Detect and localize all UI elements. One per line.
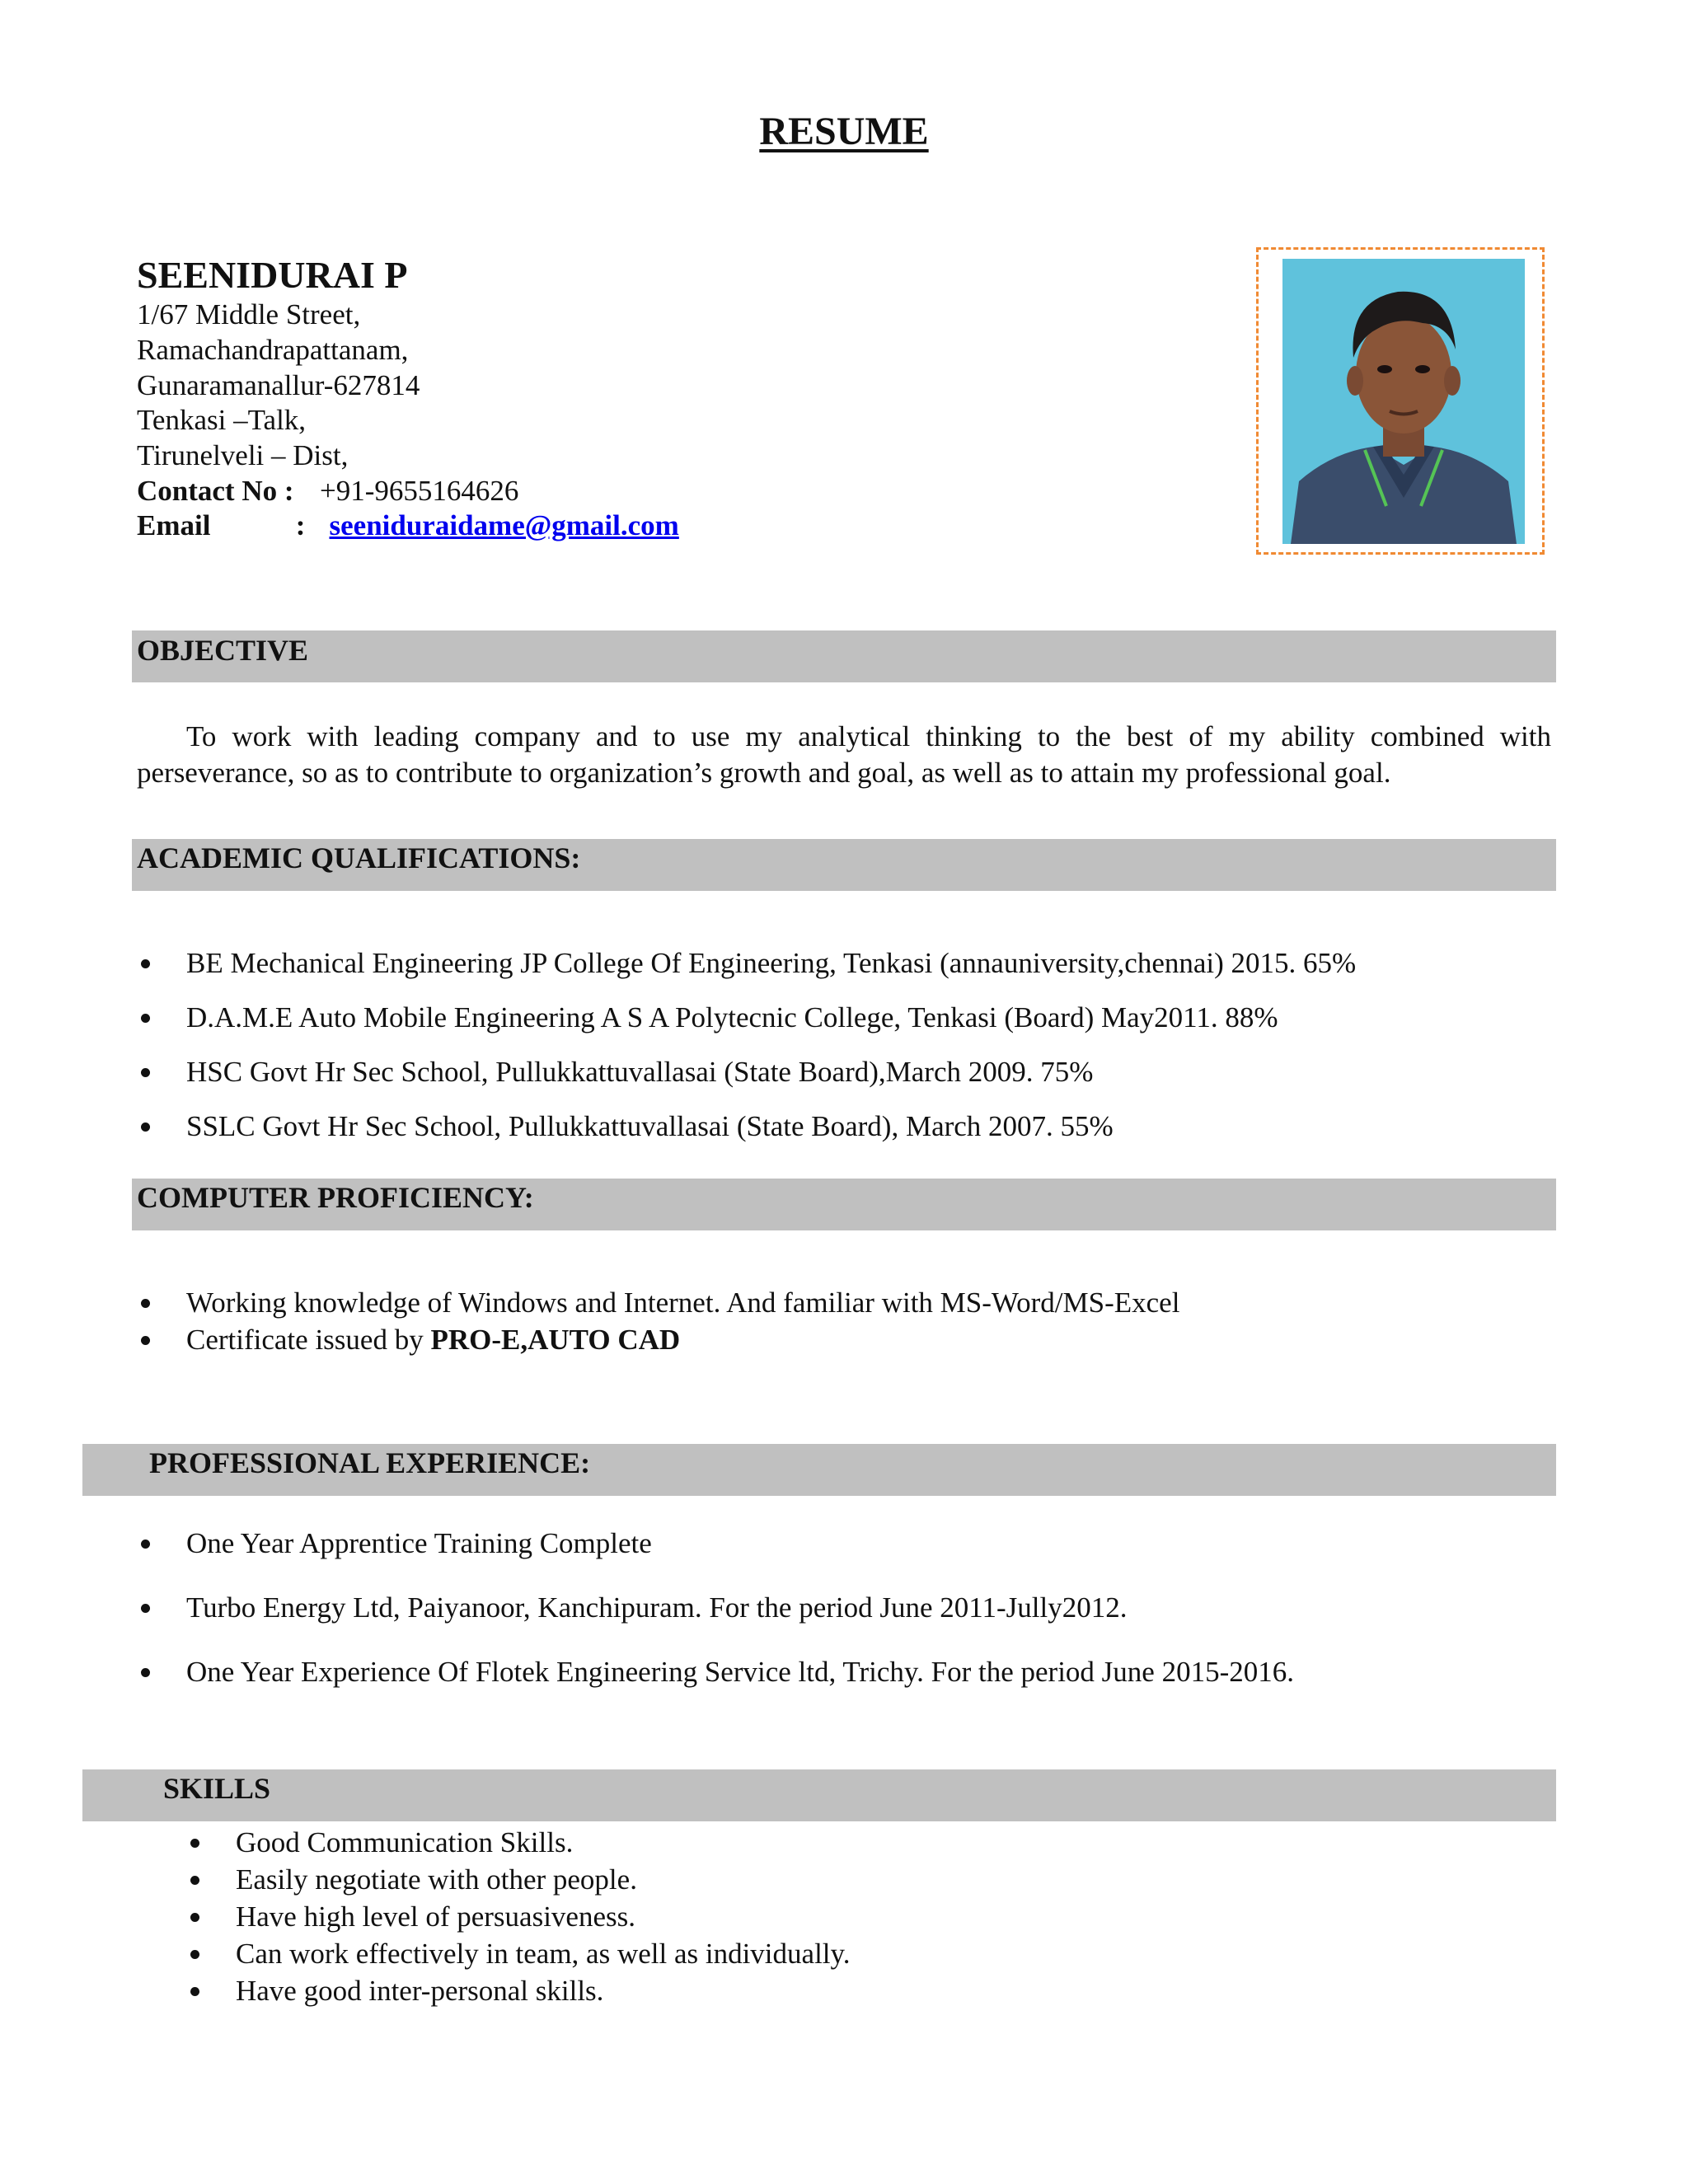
skills-title: SKILLS [163, 1772, 271, 1805]
address-line: Ramachandrapattanam, [137, 334, 409, 366]
academic-item: BE Mechanical Engineering JP College Of Engineering, Tenkasi (annauniversity,chennai) 2015. 65% [186, 947, 1357, 979]
bullet-icon [141, 1122, 150, 1132]
objective-header-bar [132, 630, 1556, 682]
list-item [186, 1322, 680, 1358]
computer-title: COMPUTER PROFICIENCY: [137, 1181, 534, 1214]
list-item [186, 1108, 1114, 1145]
skill-item: Have high level of persuasiveness. [236, 1900, 635, 1933]
list-item [186, 1054, 1093, 1090]
list-item [236, 1825, 573, 1861]
list-item [186, 1654, 1294, 1690]
objective-title: OBJECTIVE [137, 634, 309, 667]
page-title: RESUME [759, 110, 929, 153]
address-line: 1/67 Middle Street, [137, 298, 361, 330]
experience-title: PROFESSIONAL EXPERIENCE: [149, 1446, 591, 1479]
bullet-icon [141, 1336, 150, 1345]
skill-item: Easily negotiate with other people. [236, 1863, 637, 1896]
list-item [236, 1973, 603, 2009]
bullet-icon [190, 1839, 199, 1848]
bullet-icon [141, 1668, 150, 1677]
list-item [186, 1526, 652, 1562]
email-colon: : [295, 509, 306, 541]
skill-item: Good Communication Skills. [236, 1826, 574, 1858]
address-line: Tirunelveli – Dist, [137, 439, 349, 471]
computer-item-prefix: Certificate issued by [186, 1324, 431, 1356]
address-line: Tenkasi –Talk, [137, 404, 307, 436]
bullet-icon [141, 1299, 150, 1308]
list-item [186, 1000, 1278, 1036]
person-icon [1282, 259, 1525, 544]
bullet-icon [141, 1604, 150, 1613]
academic-item: SSLC Govt Hr Sec School, Pullukkattuvallasai (State Board), March 2007. 55% [186, 1110, 1114, 1142]
academic-item: HSC Govt Hr Sec School, Pullukkattuvallasai (State Board),March 2009. 75% [186, 1056, 1094, 1088]
bullet-icon [141, 1014, 150, 1023]
email-link[interactable]: seeniduraidame@gmail.com [329, 509, 679, 541]
computer-item-bold: PRO-E,AUTO CAD [430, 1324, 681, 1356]
academic-title: ACADEMIC QUALIFICATIONS: [137, 841, 581, 874]
bullet-icon [190, 1876, 199, 1885]
email-label: Email [137, 509, 211, 541]
contact-label: Contact No : [137, 475, 294, 507]
bullet-icon [190, 1913, 199, 1922]
skills-header-bar [82, 1769, 1556, 1821]
list-item [186, 945, 1356, 982]
candidate-name: SEENIDURAI P [137, 254, 408, 296]
email-row [137, 508, 679, 544]
list-item [236, 1936, 851, 1972]
bullet-icon [190, 1950, 199, 1959]
bullet-icon [141, 1068, 150, 1077]
bullet-icon [141, 1540, 150, 1549]
list-item [186, 1285, 1179, 1321]
skill-item: Have good inter-personal skills. [236, 1975, 604, 2007]
bullet-icon [141, 959, 150, 968]
bullet-icon [190, 1987, 199, 1996]
skill-item: Can work effectively in team, as well as individually. [236, 1938, 851, 1970]
list-item [186, 1590, 1127, 1626]
experience-item: Turbo Energy Ltd, Paiyanoor, Kanchipuram. For the period June 2011-Jully2012. [186, 1591, 1128, 1624]
profile-photo [1282, 259, 1525, 544]
address-line: Gunaramanallur-627814 [137, 369, 420, 401]
list-item [236, 1862, 637, 1898]
contact-row [137, 473, 518, 509]
computer-item: Working knowledge of Windows and Internet. And familiar with MS-Word/MS-Excel [186, 1286, 1180, 1319]
list-item [236, 1899, 635, 1935]
experience-item: One Year Apprentice Training Complete [186, 1527, 652, 1559]
contact-number: +91-9655164626 [320, 475, 519, 507]
objective-text: To work with leading company and to use my analytical thinking to the best of my ability combined with perseverance, so as to contribute to organization’s growth and goal, as well as to attain my professional goal. [137, 720, 1551, 789]
academic-item: D.A.M.E Auto Mobile Engineering A S A Polytecnic College, Tenkasi (Board) May2011. 88% [186, 1001, 1278, 1033]
experience-item: One Year Experience Of Flotek Engineering Service ltd, Trichy. For the period June 2015-2016. [186, 1656, 1294, 1688]
